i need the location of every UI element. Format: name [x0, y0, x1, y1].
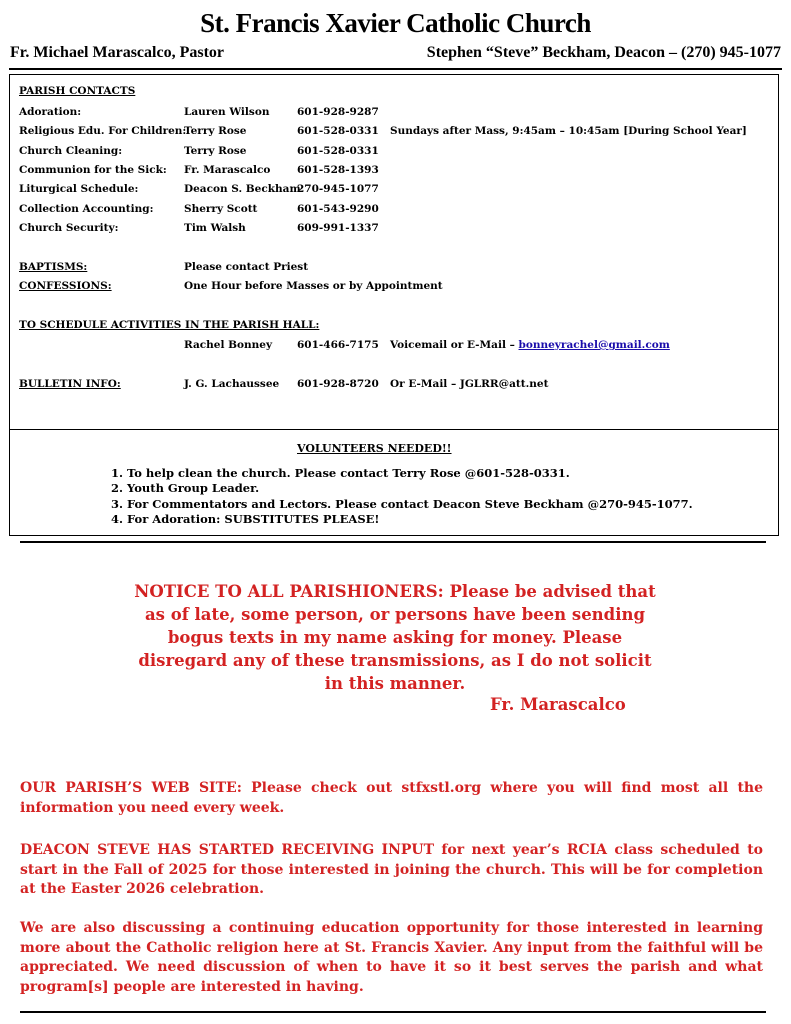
hall-note-text: Voicemail or E-Mail – [390, 339, 519, 351]
contacts-heading: PARISH CONTACTS [19, 85, 136, 97]
baptisms-value: Please contact Priest [184, 261, 309, 273]
pastor-name: Fr. Michael Marascalco, Pastor [10, 44, 225, 61]
bulletin-note: Or E-Mail – JGLRR@att.net [390, 378, 549, 390]
contact-phone: 601-543-9290 [297, 203, 379, 215]
hall-email-link[interactable]: bonneyrachel@gmail.com [518, 339, 670, 351]
contact-role: Church Cleaning: [19, 145, 123, 157]
contact-phone: 609-991-1337 [297, 222, 379, 234]
section-divider [20, 541, 766, 543]
contact-phone: 601-528-0331 [297, 125, 379, 137]
footer-divider [20, 1011, 766, 1013]
header-divider [9, 68, 782, 70]
notice-line: as of late, some person, or persons have been sending [144, 605, 646, 624]
contact-phone: 601-528-1393 [297, 164, 379, 176]
notice-signature: Fr. Marascalco [490, 695, 626, 714]
volunteers-box [9, 430, 779, 536]
hall-contact-phone: 601-466-7175 [297, 339, 379, 351]
deacon-contact: Stephen “Steve” Beckham, Deacon – (270) 945-1077 [426, 44, 781, 61]
contact-name: Lauren Wilson [184, 106, 270, 118]
contact-name: Fr. Marascalco [184, 164, 271, 176]
contact-phone: 601-528-0331 [297, 145, 379, 157]
notice-line: disregard any of these transmissions, as I do not solicit [138, 651, 652, 670]
rcia-paragraph: DEACON STEVE HAS STARTED RECEIVING INPUT for next year’s RCIA class scheduled to start in the Fall of 2025 for those interested in joining the church. This will be for completion at the Easter 2026 celebration. [20, 842, 763, 897]
church-title: St. Francis Xavier Catholic Church [200, 8, 591, 38]
notice-line: NOTICE TO ALL PARISHIONERS: Please be advised that [134, 582, 656, 601]
contact-name: Deacon S. Beckham [184, 183, 301, 195]
parishioner-notice [100, 580, 690, 695]
notice-line: bogus texts in my name asking for money. Please [167, 628, 623, 647]
volunteers-heading: VOLUNTEERS NEEDED!! [297, 442, 452, 455]
education-paragraph: We are also discussing a continuing education opportunity for those interested in learning more about the Catholic religion here at St. Francis Xavier. Any input from the faithful will be appreciated. We need discussion of when to have it so it best serves the parish and what program[s] people are interested in having. [20, 920, 763, 995]
contact-role: Collection Accounting: [19, 203, 154, 215]
website-paragraph: OUR PARISH’S WEB SITE: Please check out stfxstl.org where you will find most all the information you need every week. [20, 780, 763, 816]
contact-role: Liturgical Schedule: [19, 183, 139, 195]
volunteer-item: 4. For Adoration: SUBSTITUTES PLEASE! [111, 512, 380, 526]
volunteer-item: 1. To help clean the church. Please contact Terry Rose @601-528-0331. [111, 466, 570, 480]
contact-phone: 270-945-1077 [297, 183, 379, 195]
contact-note: Sundays after Mass, 9:45am – 10:45am [During School Year] [390, 125, 747, 137]
contact-role: Adoration: [19, 106, 82, 118]
contact-name: Terry Rose [184, 125, 247, 137]
hall-contact-name: Rachel Bonney [184, 339, 273, 351]
bulletin-phone: 601-928-8720 [297, 378, 379, 390]
baptisms-label: BAPTISMS: [19, 261, 88, 273]
contact-role: Church Security: [19, 222, 119, 234]
hall-contact-note [390, 339, 670, 351]
contact-role: Religious Edu. For Children: [19, 125, 187, 137]
volunteer-item: 2. Youth Group Leader. [111, 481, 260, 495]
parish-hall-heading: TO SCHEDULE ACTIVITIES IN THE PARISH HALL: [19, 319, 320, 331]
notice-line: in this manner. [324, 674, 466, 693]
contact-name: Terry Rose [184, 145, 247, 157]
contact-name: Tim Walsh [184, 222, 246, 234]
confessions-value: One Hour before Masses or by Appointment [184, 280, 443, 292]
contact-role: Communion for the Sick: [19, 164, 167, 176]
contact-phone: 601-928-9287 [297, 106, 379, 118]
contact-name: Sherry Scott [184, 203, 258, 215]
parish-contacts-box [9, 74, 779, 430]
bulletin-name: J. G. Lachaussee [184, 378, 280, 390]
volunteer-item: 3. For Commentators and Lectors. Please contact Deacon Steve Beckham @270-945-1077. [111, 497, 693, 511]
confessions-label: CONFESSIONS: [19, 280, 112, 292]
bulletin-label: BULLETIN INFO: [19, 378, 121, 390]
